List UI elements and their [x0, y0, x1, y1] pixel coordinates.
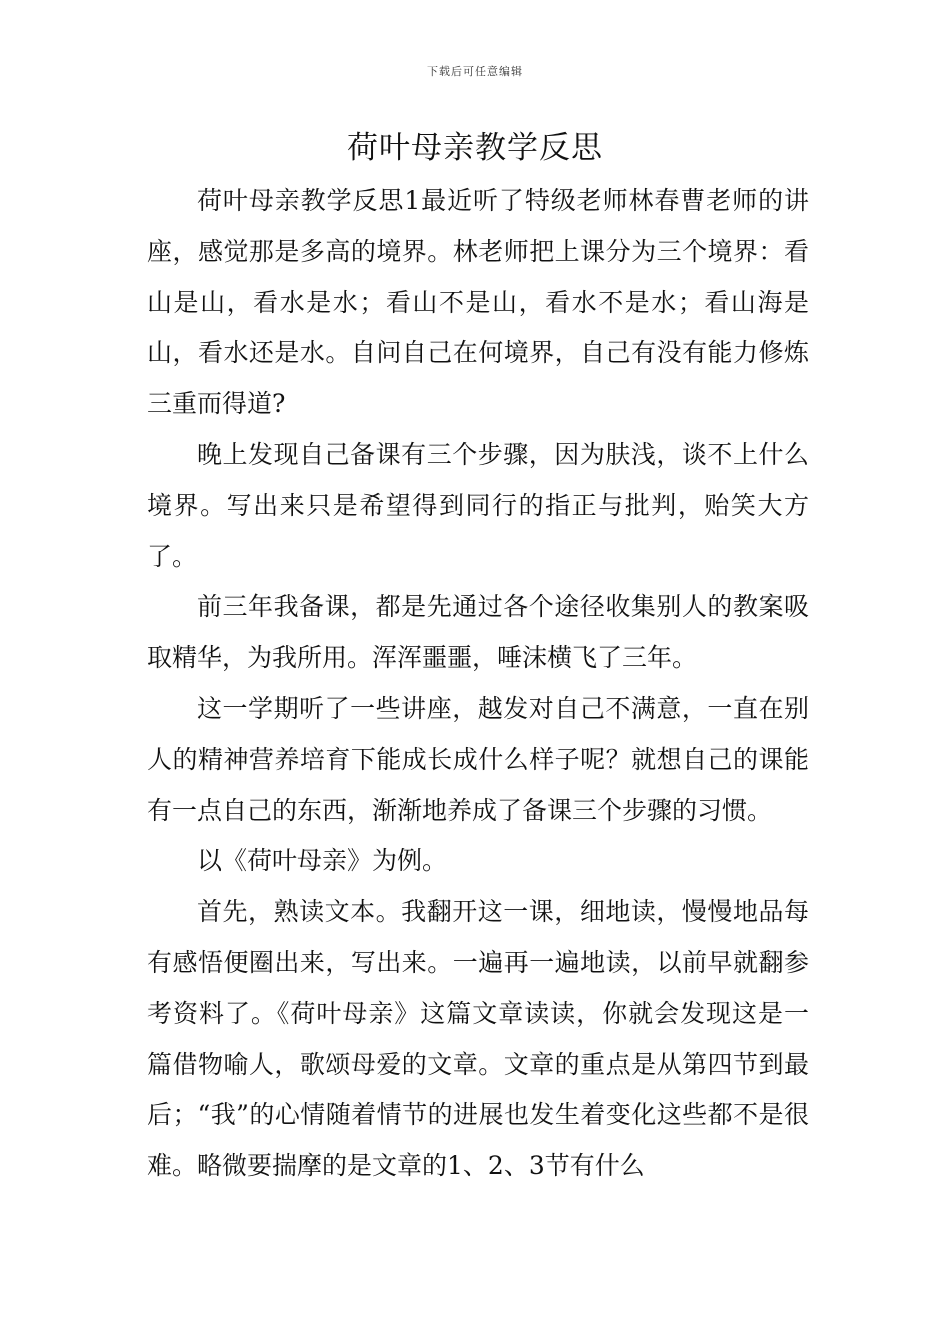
- paragraph-4: 这一学期听了一些讲座，越发对自己不满意，一直在别人的精神营养培育下能成长成什么样子呢？就想自己的课能有一点自己的东西，渐渐地养成了备课三个步骤的习惯。: [147, 693, 809, 825]
- paragraph-6: 首先，熟读文本。我翻开这一课，细地读，慢慢地品每有感悟便圈出来，写出来。一遍再一遍地读，以前早就翻参考资料了。《荷叶母亲》这篇文章读读，你就会发现这是一篇借物喻人，歌颂母爱的文章。文章的重点是从第四节到最后；“我”的心情随着情节的进展也发生着变化这些都不是很难。略微要揣摩的是文章的1、2、3节有什么: [147, 897, 809, 1181]
- document-title: 荷叶母亲教学反思: [347, 130, 603, 166]
- paragraph-3: 前三年我备课，都是先通过各个途径收集别人的教案吸取精华，为我所用。浑浑噩噩，唾沫横飞了三年。: [147, 592, 809, 673]
- page-header-note: 下载后可任意编辑: [427, 65, 523, 78]
- document-body: [147, 176, 809, 1192]
- paragraph-5: 以《荷叶母亲》为例。: [197, 846, 448, 876]
- paragraph-2: 晚上发现自己备课有三个步骤，因为肤浅，谈不上什么境界。写出来只是希望得到同行的指正与批判，贻笑大方了。: [147, 439, 809, 571]
- paragraph-1: 荷叶母亲教学反思1最近听了特级老师林春曹老师的讲座，感觉那是多高的境界。林老师把上课分为三个境界：看山是山，看水是水；看山不是山，看水不是水；看山海是山，看水还是水。自问自己在何境界，自己有没有能力修炼三重而得道?: [147, 186, 809, 419]
